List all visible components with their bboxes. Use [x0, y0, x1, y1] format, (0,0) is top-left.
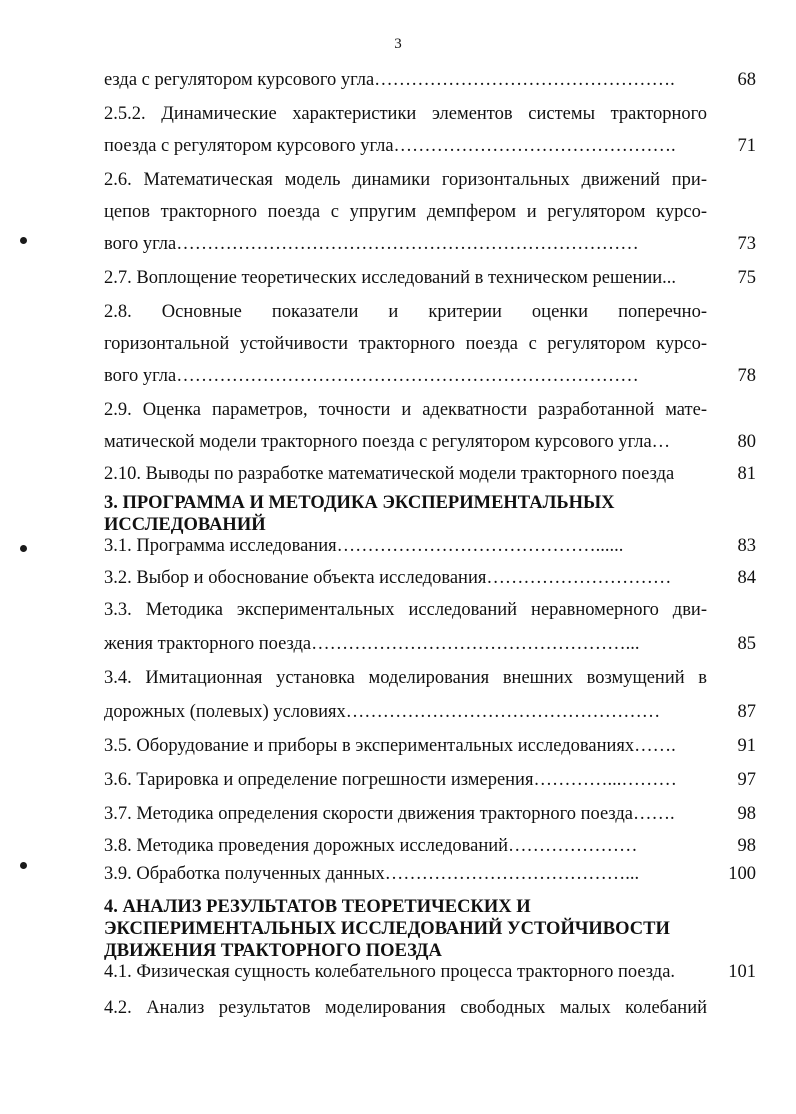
toc-entry-text: вого угла………………………………………………………………… [104, 234, 639, 254]
page-number: 3 [394, 36, 402, 52]
toc-entry [104, 662, 756, 694]
toc-page-number: 75 [737, 268, 756, 288]
toc-page-number: 100 [728, 864, 756, 884]
toc-entry [104, 328, 756, 360]
toc-page-number: 98 [737, 836, 756, 856]
toc-entry-text: 3.1. Программа исследования……………………………………...... [104, 536, 624, 556]
section-heading-line: 3. ПРОГРАММА И МЕТОДИКА ЭКСПЕРИМЕНТАЛЬНЫХ [104, 493, 615, 513]
toc-entry-text: 3.3. Методика экспериментальных исследований неравномерного дви- [104, 600, 707, 620]
toc-entry [104, 458, 756, 490]
toc-entry [104, 296, 756, 328]
toc-entry [104, 228, 756, 260]
toc-entry-text: вого угла………………………………………………………………… [104, 366, 639, 386]
toc-entry-text: езда с регулятором курсового угла…………………………………………. [104, 70, 675, 90]
toc-entry [104, 64, 756, 96]
toc-entry [104, 594, 756, 626]
toc-entry [104, 730, 756, 762]
toc-entry [104, 696, 756, 728]
toc-entry [104, 262, 756, 294]
toc-page-number: 81 [737, 464, 756, 484]
toc-entry-text: 2.10. Выводы по разработке математической модели тракторного поезда [104, 464, 675, 484]
toc-page-number: 87 [737, 702, 756, 722]
margin-bullet [20, 862, 27, 869]
margin-bullet [20, 237, 27, 244]
toc-entry-text: 3.5. Оборудование и приборы в экспериментальных исследованиях……. [104, 736, 676, 756]
toc-page-number: 83 [737, 536, 756, 556]
margin-bullet [20, 545, 27, 552]
toc-entry-text: 4.1. Физическая сущность колебательного процесса тракторного поезда. [104, 962, 676, 982]
toc-entry-text: 3.4. Имитационная установка моделирования внешних возмущений в [104, 668, 707, 688]
toc-entry [104, 530, 756, 562]
toc-entry-text: 2.6. Математическая модель динамики горизонтальных движений при- [104, 170, 707, 190]
toc-page-number: 68 [737, 70, 756, 90]
toc-page-number: 91 [737, 736, 756, 756]
toc-page-number: 73 [737, 234, 756, 254]
toc-page-number: 97 [737, 770, 756, 790]
toc-entry [104, 562, 756, 594]
toc-entry-text: 3.8. Методика проведения дорожных исследований………………… [104, 836, 638, 856]
toc-entry-text: 4.2. Анализ результатов моделирования свободных малых колебаний [104, 998, 707, 1018]
toc-entry-text: 2.5.2. Динамические характеристики элементов системы тракторного [104, 104, 707, 124]
toc-entry [104, 98, 756, 130]
toc-page-number: 85 [737, 634, 756, 654]
toc-entry [104, 164, 756, 196]
toc-entry-text: жения тракторного поезда……………………………………………... [104, 634, 640, 654]
toc-entry [104, 628, 756, 660]
toc-entry [104, 130, 756, 162]
toc-entry [104, 764, 756, 796]
toc-page-number: 71 [737, 136, 756, 156]
section-heading-line: ДВИЖЕНИЯ ТРАКТОРНОГО ПОЕЗДА [104, 941, 442, 961]
toc-entry [104, 426, 756, 458]
toc-entry-text: 3.7. Методика определения скорости движения тракторного поезда……. [104, 804, 675, 824]
toc-page-number: 98 [737, 804, 756, 824]
toc-entry [104, 394, 756, 426]
toc-page-number: 80 [737, 432, 756, 452]
toc-entry-text: 2.7. Воплощение теоретических исследований в техническом решении... [104, 268, 677, 288]
section-heading-line: ИССЛЕДОВАНИЙ [104, 515, 266, 535]
toc-entry [104, 360, 756, 392]
toc-entry [104, 992, 756, 1024]
toc-entry-text: 3.6. Тарировка и определение погрешности измерения…………...……… [104, 770, 677, 790]
toc-entry-text: горизонтальной устойчивости тракторного поезда с регулятором курсо- [104, 334, 707, 354]
toc-entry-text: поезда с регулятором курсового угла………………………………………. [104, 136, 676, 156]
section-heading-line: ЭКСПЕРИМЕНТАЛЬНЫХ ИССЛЕДОВАНИЙ УСТОЙЧИВОСТИ [104, 919, 670, 939]
toc-entry-text: 2.9. Оценка параметров, точности и адекватности разработанной мате- [104, 400, 707, 420]
toc-page-number: 78 [737, 366, 756, 386]
toc-entry [104, 798, 756, 830]
toc-entry [104, 196, 756, 228]
toc-entry-text: 2.8. Основные показатели и критерии оценки поперечно- [104, 302, 707, 322]
toc-entry-text: 3.2. Выбор и обоснование объекта исследования………………………… [104, 568, 672, 588]
section-heading-line: 4. АНАЛИЗ РЕЗУЛЬТАТОВ ТЕОРЕТИЧЕСКИХ И [104, 897, 531, 917]
toc-page-number: 84 [737, 568, 756, 588]
section-4-heading [104, 896, 724, 962]
toc-entry-text: матической модели тракторного поезда с регулятором курсового угла… [104, 432, 671, 452]
toc-entry-text: цепов тракторного поезда с упругим демпфером и регулятором курсо- [104, 202, 707, 222]
toc-page-number: 101 [728, 962, 756, 982]
toc-entry-text: дорожных (полевых) условиях…………………………………………… [104, 702, 661, 722]
toc-entry-text: 3.9. Обработка полученных данных…………………………………... [104, 864, 640, 884]
toc-entry [104, 956, 756, 988]
toc-entry [104, 858, 756, 890]
